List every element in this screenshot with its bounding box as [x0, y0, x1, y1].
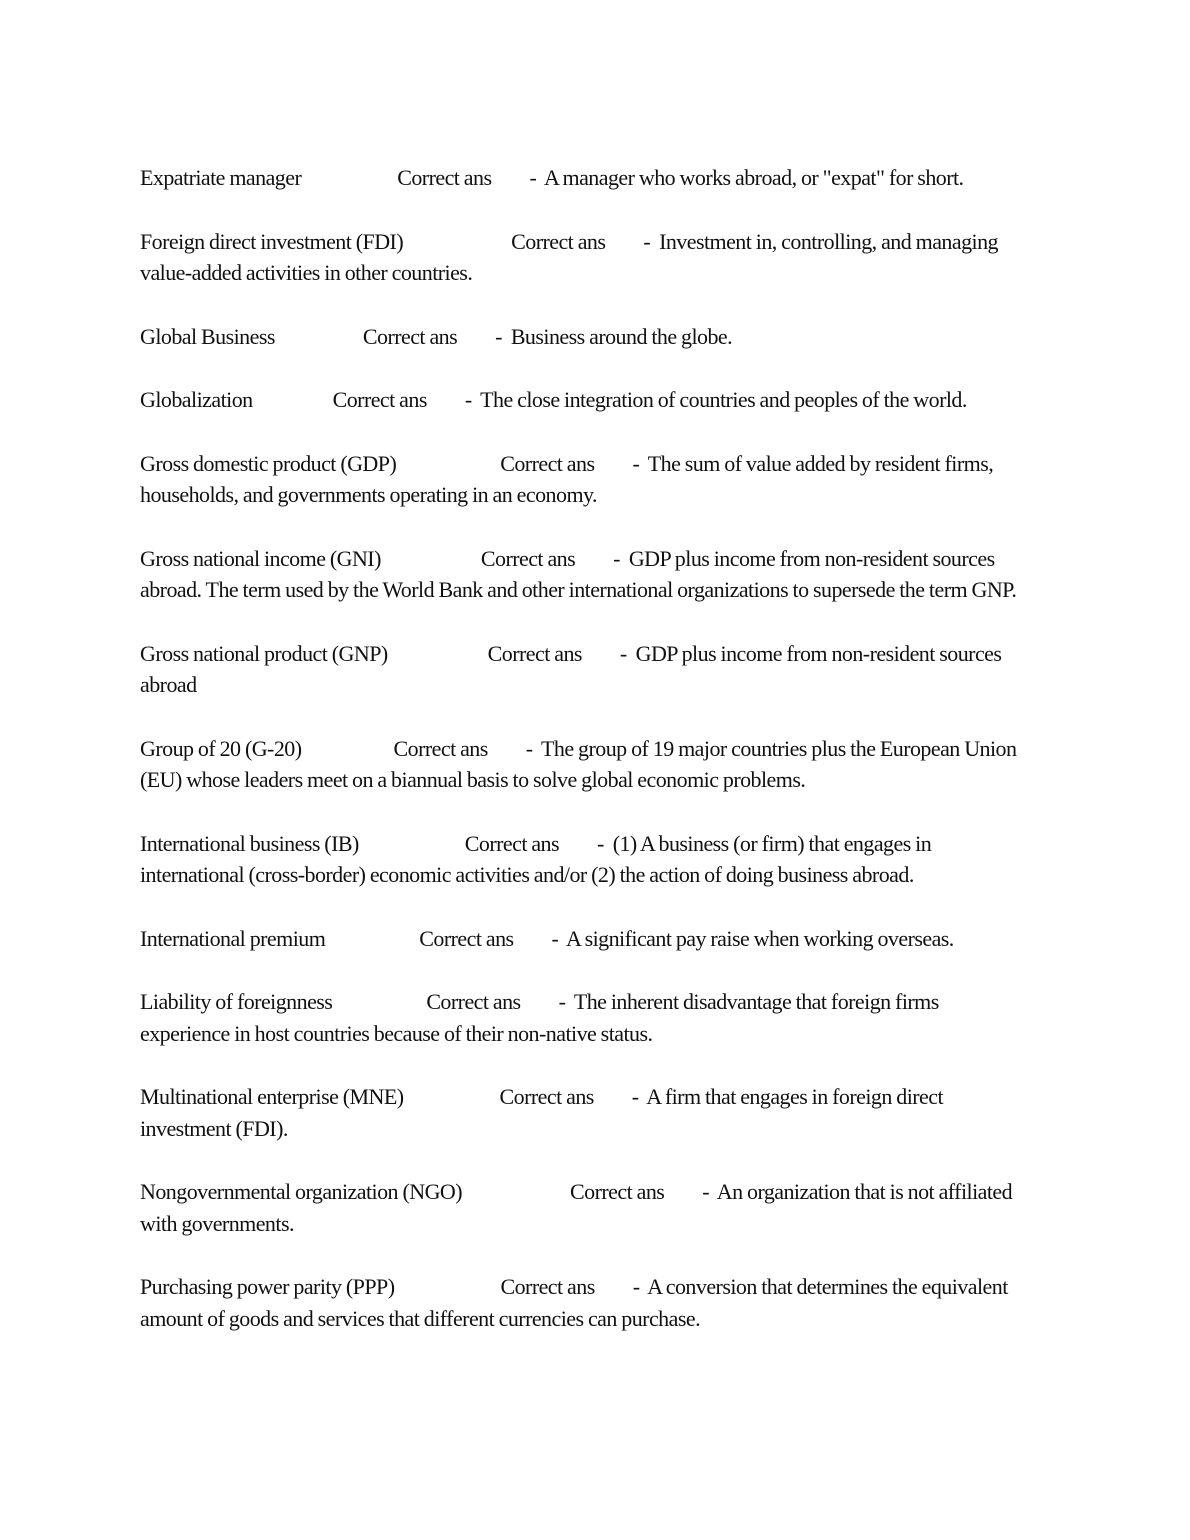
entry-definition: The close integration of countries and peoples of the world.	[480, 387, 967, 412]
entry-term: Gross national product (GNP)	[140, 640, 388, 666]
entry-answer-label: Correct ans	[397, 165, 492, 190]
glossary-entry: Global Business Correct ans - Business around the globe.	[140, 323, 733, 349]
entry-definition: Business around the globe.	[510, 323, 733, 349]
entry-answer-label: Correct ans	[499, 1084, 594, 1109]
entry-term: Liability of foreignness	[140, 989, 333, 1014]
entry-term: Expatriate manager	[140, 165, 302, 190]
glossary-entry: Expatriate manager Correct ans - A manager who works abroad, or "expat" for short.	[140, 165, 964, 190]
glossary-entry: Gross national product (GNP) Correct ans - GDP plus income from non-resident sources abroad	[140, 640, 1002, 697]
entry-term: International premium	[140, 925, 326, 951]
entry-term: Globalization	[140, 387, 253, 412]
flashcard-list	[140, 162, 1020, 1366]
entry-term: Group of 20 (G-20)	[140, 735, 302, 761]
entry-definition: The sum of value added by resident firms, households, and governments operating in an economy.	[140, 450, 994, 507]
entry-definition: A significant pay raise when working overseas.	[566, 925, 954, 951]
entry-answer-label: Correct ans	[500, 1274, 595, 1299]
entry-term: Global Business	[140, 323, 275, 349]
entry-term: Nongovernmental organization (NGO)	[140, 1179, 463, 1204]
glossary-entry: Foreign direct investment (FDI) Correct ans - Investment in, controlling, and managing value-added activities in other countries.	[140, 228, 998, 285]
entry-answer-label: Correct ans	[426, 989, 521, 1014]
entry-definition: The inherent disadvantage that foreign firms experience in host countries because of their non-native status.	[140, 989, 939, 1046]
glossary-entry: Nongovernmental organization (NGO) Correct ans - An organization that is not affiliated with governments.	[140, 1179, 1013, 1236]
entry-term: Gross national income (GNI)	[140, 545, 381, 571]
glossary-entry: Purchasing power parity (PPP) Correct ans - A conversion that determines the equivalent amount of goods and services that different currencies can purchase.	[140, 1274, 1008, 1331]
entry-definition: A conversion that determines the equivalent amount of goods and services that different currencies can purchase.	[140, 1274, 1008, 1331]
glossary-entry: International premium Correct ans - A significant pay raise when working overseas.	[140, 925, 954, 951]
glossary-entry: Globalization Correct ans - The close integration of countries and peoples of the world.	[140, 387, 967, 412]
entry-definition: An organization that is not affiliated with governments.	[140, 1179, 1013, 1236]
entry-answer-label: Correct ans	[500, 450, 595, 476]
entry-term: Gross domestic product (GDP)	[140, 450, 397, 476]
entry-answer-label: Correct ans	[487, 640, 582, 666]
entry-term: Foreign direct investment (FDI)	[140, 228, 404, 254]
entry-definition: A manager who works abroad, or "expat" for short.	[543, 165, 964, 190]
entry-answer-label: Correct ans	[480, 545, 576, 571]
glossary-entry: Gross domestic product (GDP) Correct ans - The sum of value added by resident firms, households, and governments operating in an economy.	[140, 450, 994, 507]
entry-answer-label: Correct ans	[570, 1179, 665, 1204]
entry-answer-label: Correct ans	[362, 323, 458, 349]
entry-term: Purchasing power parity (PPP)	[140, 1274, 395, 1299]
glossary-entry: International business (IB) Correct ans - (1) A business (or firm) that engages in international (cross-border) economic activities and/or (2) the action of doing business abroad.	[140, 830, 932, 887]
entry-definition: (1) A business (or firm) that engages in international (cross-border) economic activities and/or (2) the action of doing business abroad.	[140, 830, 932, 887]
entry-definition: GDP plus income from non-resident sources abroad	[140, 640, 1002, 697]
entry-answer-label: Correct ans	[419, 925, 514, 951]
entry-term: International business (IB)	[140, 830, 359, 856]
entry-definition: A firm that engages in foreign direct investment (FDI).	[140, 1084, 944, 1141]
entry-term: Multinational enterprise (MNE)	[140, 1084, 404, 1109]
entry-definition: Investment in, controlling, and managing value-added activities in other countries.	[140, 228, 998, 285]
glossary-entry: Multinational enterprise (MNE) Correct ans - A firm that engages in foreign direct investment (FDI).	[140, 1084, 944, 1141]
entry-answer-label: Correct ans	[511, 228, 606, 254]
glossary-entry: Group of 20 (G-20) Correct ans - The group of 19 major countries plus the European Union (EU) whose leaders meet on a biannual basis to solve global economic problems.	[140, 735, 1017, 792]
entry-answer-label: Correct ans	[393, 735, 488, 761]
glossary-entry: Gross national income (GNI) Correct ans - GDP plus income from non-resident sources abroad. The term used by the World Bank and other international organizations to supersede the term GNP.	[140, 545, 1017, 602]
entry-answer-label: Correct ans	[464, 830, 560, 856]
entry-definition: GDP plus income from non-resident sources abroad. The term used by the World Bank and other international organizations to supersede the term GNP.	[140, 545, 1017, 602]
entry-definition: The group of 19 major countries plus the European Union (EU) whose leaders meet on a biannual basis to solve global economic problems.	[140, 735, 1017, 792]
glossary-entry: Liability of foreignness Correct ans - The inherent disadvantage that foreign firms experience in host countries because of their non-native status.	[140, 989, 939, 1046]
entry-answer-label: Correct ans	[332, 387, 427, 412]
